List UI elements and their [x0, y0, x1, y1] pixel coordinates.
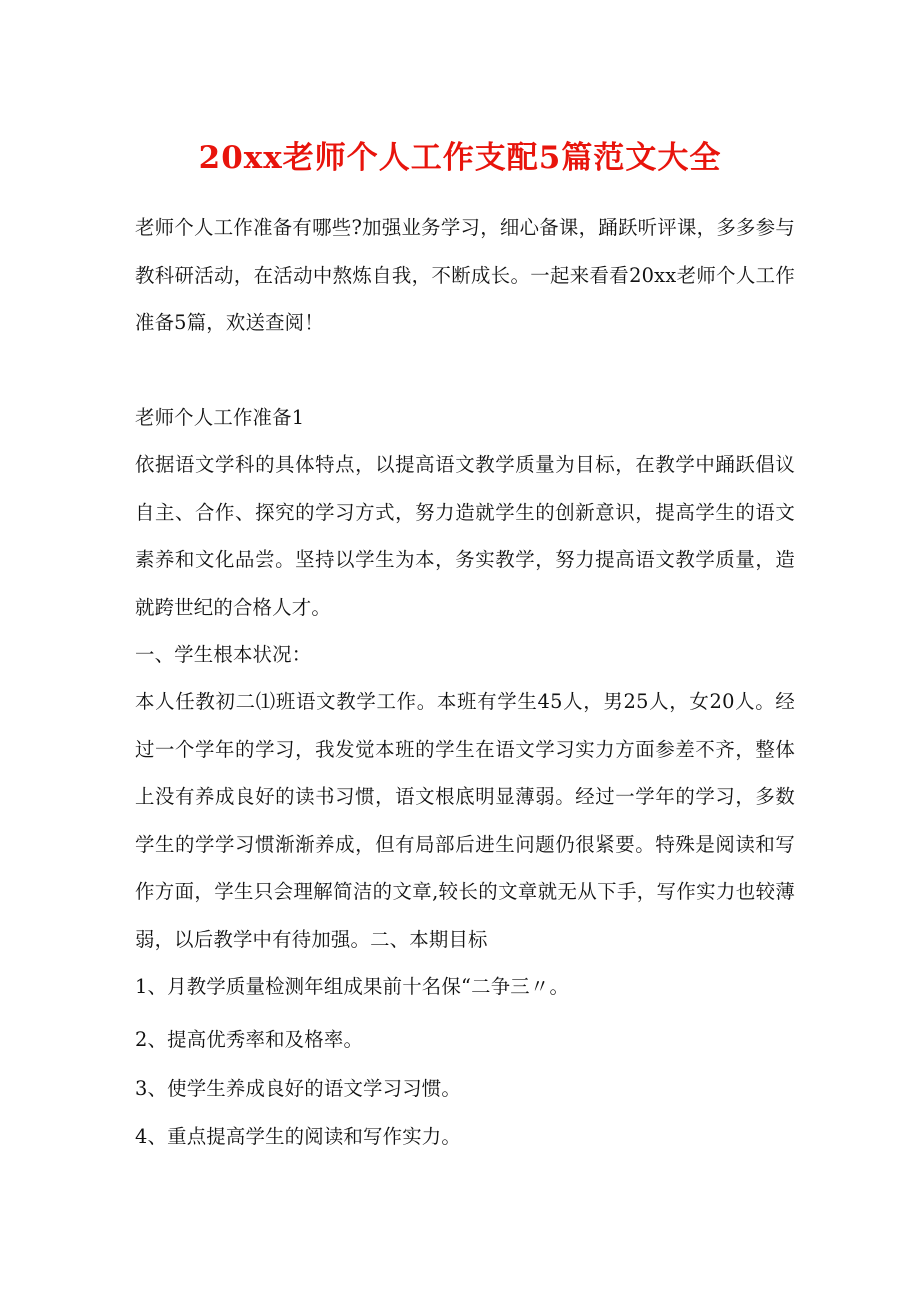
goal-item: 2、提高优秀率和及格率。: [135, 1028, 364, 1051]
intro-paragraph: 老师个人工作准备有哪些?加强业务学习，细心备课，踊跃听评课，多多参与教科研活动，在活动中熬炼自我，不断成长。一起来看看20xx老师个人工作准备5篇，欢送查阅！: [135, 216, 795, 334]
goal-item: 3、使学生养成良好的语文学习习惯。: [135, 1077, 461, 1100]
subheading: 一、学生根本状况：: [135, 643, 312, 666]
document-title: 20xx老师个人工作支配5篇范文大全: [198, 140, 722, 176]
section-paragraph: 依据语文学科的具体特点，以提高语文教学质量为目标，在教学中踊跃倡议自主、合作、探究的学习方式，努力造就学生的创新意识，提高学生的语文素养和文化品尝。坚持以学生为本，务实教学，努力提高语文教学质量，造就跨世纪的合格人才。: [135, 453, 795, 619]
section-heading: 老师个人工作准备1: [135, 406, 305, 429]
body-paragraph: 本人任教初二⑴班语文教学工作。本班有学生45人，男25人，女20人。经过一个学年的学习，我发觉本班的学生在语文学习实力方面参差不齐，整体上没有养成良好的读书习惯，语文根底明显薄弱。经过一学年的学习，多数学生的学学习惯渐渐养成，但有局部后进生问题仍很紧要。特殊是阅读和写作方面，学生只会理解简洁的文章,较长的文章就无从下手，写作实力也较薄弱，以后教学中有待加强。二、本期目标: [135, 690, 795, 951]
goal-item: 1、月教学质量检测年组成果前十名保“二争三〃。: [135, 975, 570, 998]
goal-item: 4、重点提高学生的阅读和写作实力。: [135, 1125, 461, 1148]
